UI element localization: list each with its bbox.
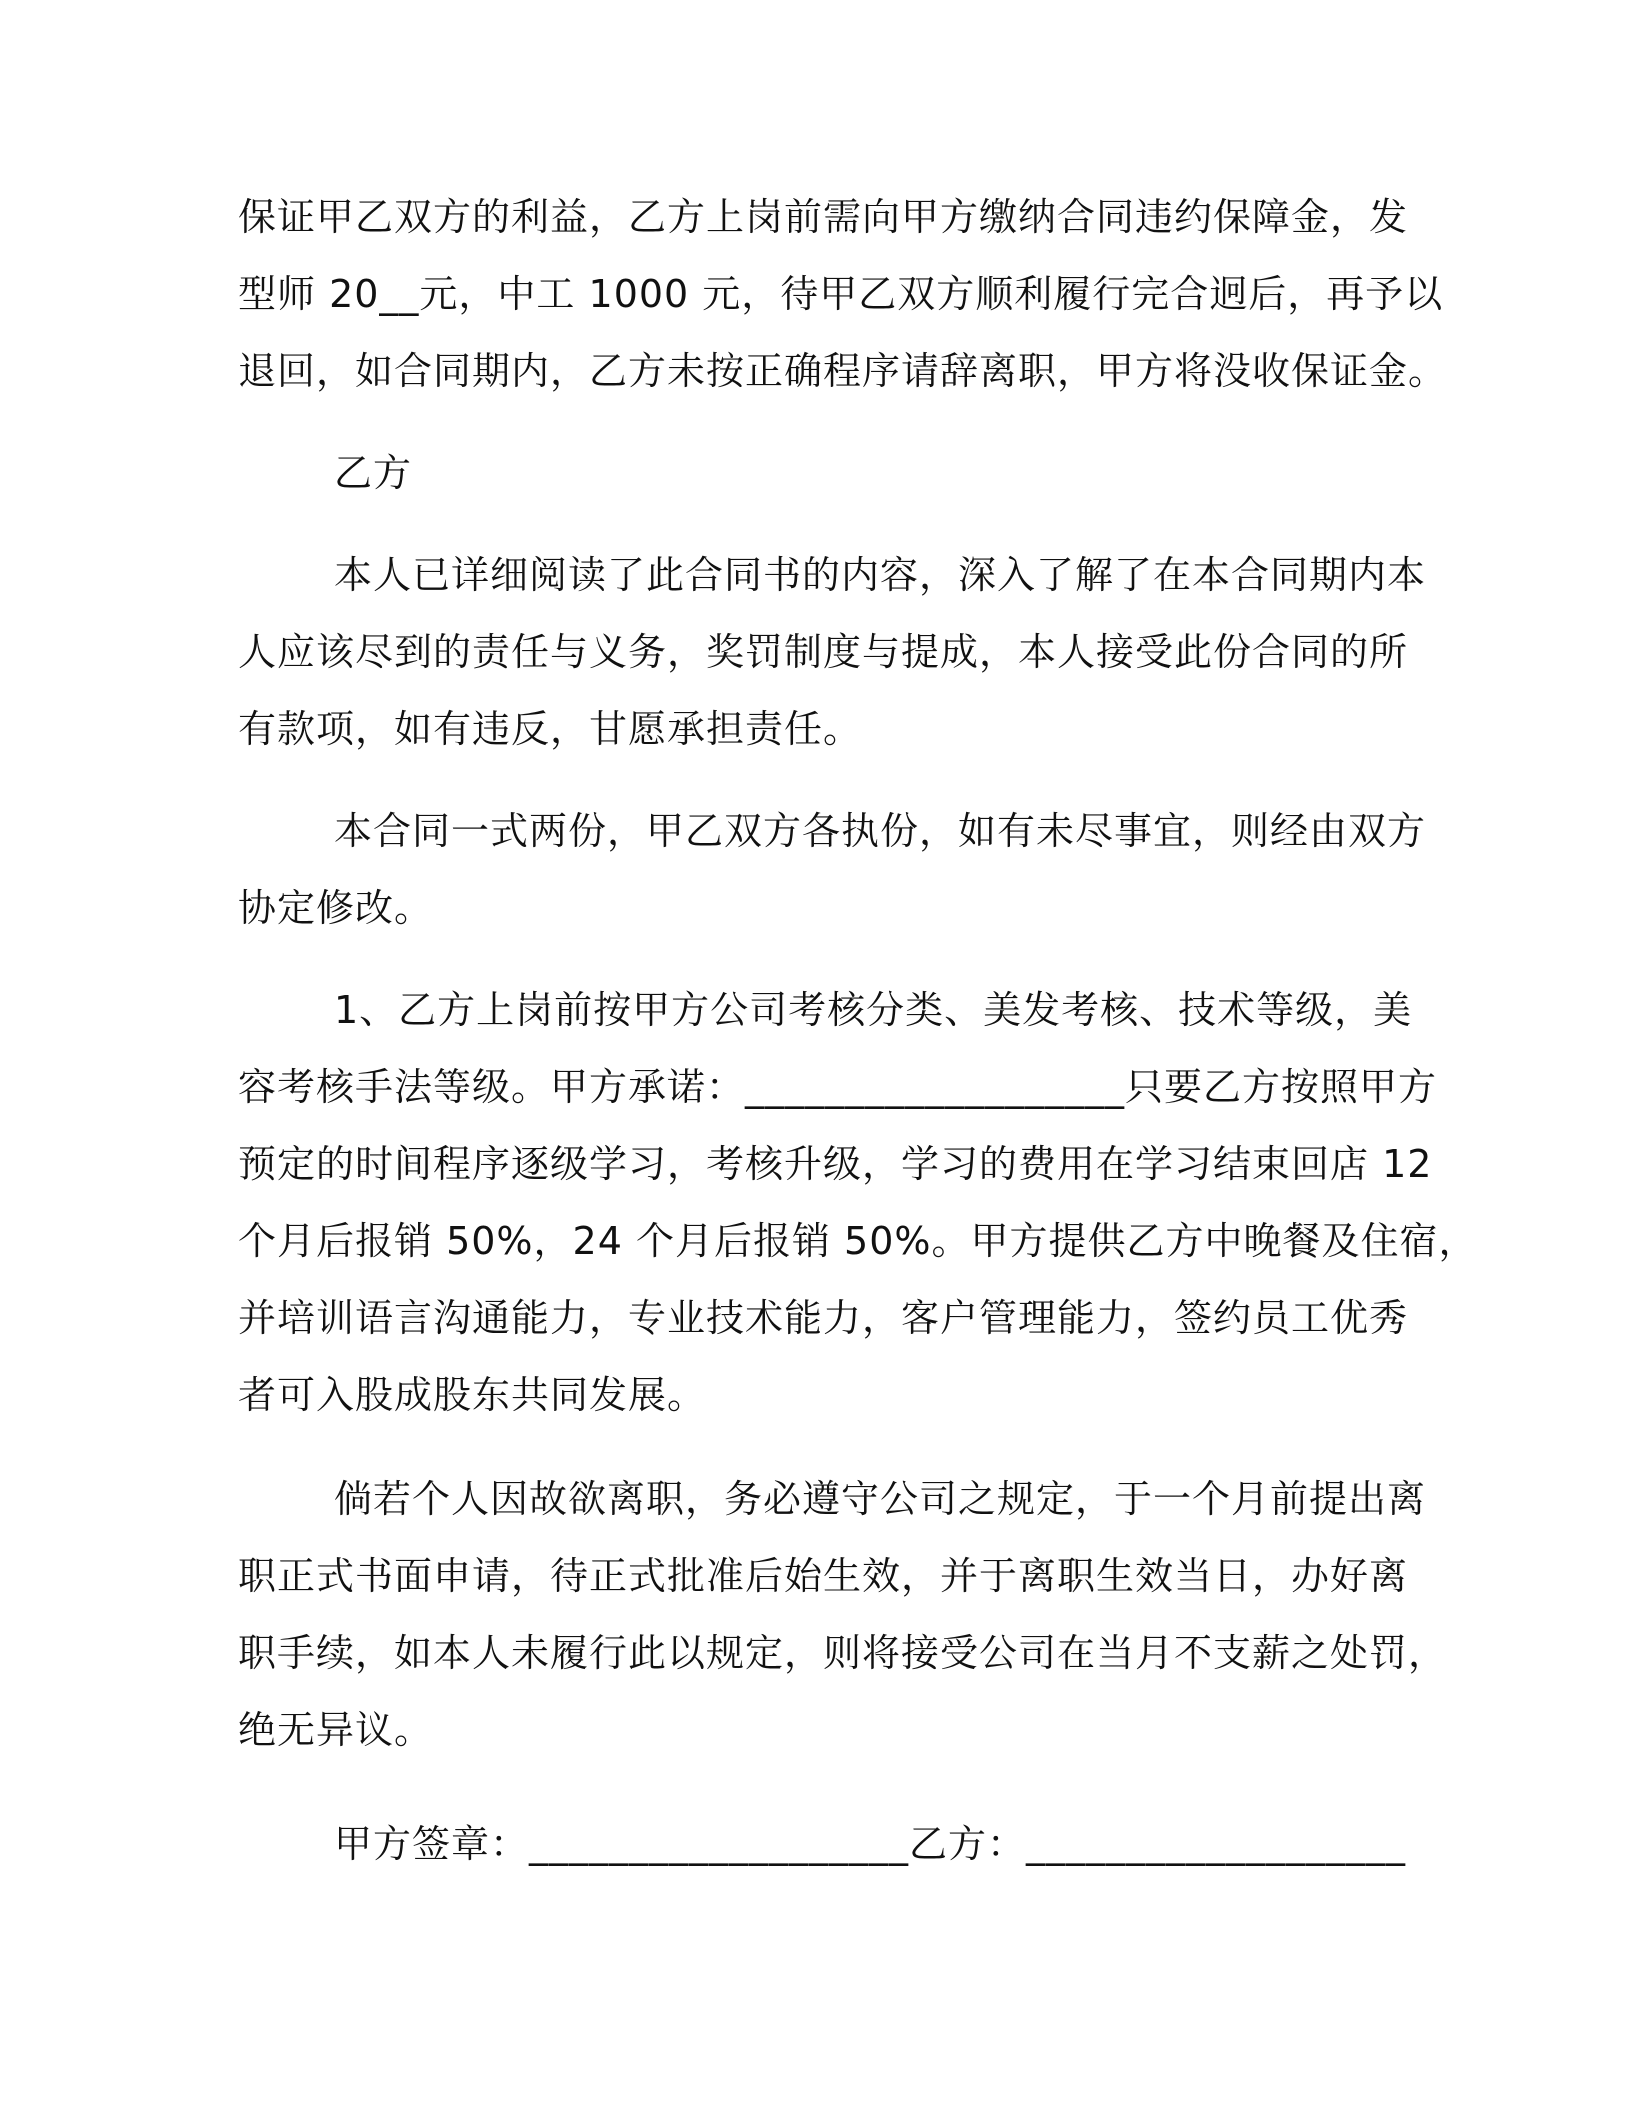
clause-1-line-6: 者可入股成股东共同发展。 xyxy=(238,1373,707,1417)
signature-line xyxy=(334,1820,1406,1868)
deposit-line-3: 退回，如合同期内，乙方未按正确程序请辞离职，甲方将没收保证金。 xyxy=(238,349,1448,393)
clause-1-line-1: 1、乙方上岗前按甲方公司考核分类、美发考核、技术等级，美 xyxy=(334,988,1413,1032)
clause-1-line-2: 容考核手法等级。甲方承诺：___________________只要乙方按照甲方 xyxy=(238,1065,1438,1109)
resignation-line-3: 职手续，如本人未履行此以规定，则将接受公司在当月不支薪之处罚， xyxy=(238,1631,1448,1675)
copies-line-1: 本合同一式两份，甲乙双方各执份，如有未尽事宜，则经由双方 xyxy=(334,809,1427,853)
acknowledgement-line-3: 有款项，如有违反，甘愿承担责任。 xyxy=(238,707,863,751)
clause-1-line-3: 预定的时间程序逐级学习，考核升级，学习的费用在学习结束回店 12 xyxy=(238,1142,1433,1186)
clause-1-line-4: 个月后报销 50%，24 个月后报销 50%。甲方提供乙方中晚餐及住宿， xyxy=(238,1219,1478,1263)
clause-1-line-5: 并培训语言沟通能力，专业技术能力，客户管理能力，签约员工优秀 xyxy=(238,1296,1409,1340)
party-a-signature-blank: ___________________ xyxy=(529,1822,910,1866)
deposit-line-2: 型师 20__元，中工 1000 元，待甲乙双方顺利履行完合迥后，再予以 xyxy=(238,272,1444,316)
acknowledgement-line-2: 人应该尽到的责任与义务，奖罚制度与提成，本人接受此份合同的所 xyxy=(238,630,1409,674)
party-b-signature-label: 乙方： xyxy=(909,1822,1027,1866)
resignation-line-1: 倘若个人因故欲离职，务必遵守公司之规定，于一个月前提出离 xyxy=(334,1477,1427,1521)
resignation-line-4: 绝无异议。 xyxy=(238,1708,434,1752)
party-b-signature-blank: ___________________ xyxy=(1026,1822,1407,1866)
party-b-heading: 乙方 xyxy=(334,451,413,495)
copies-line-2: 协定修改。 xyxy=(238,886,434,930)
party-a-signature-label: 甲方签章： xyxy=(334,1822,530,1866)
deposit-line-1: 保证甲乙双方的利益，乙方上岗前需向甲方缴纳合同违约保障金，发 xyxy=(238,195,1409,239)
resignation-line-2: 职正式书面申请，待正式批准后始生效，并于离职生效当日，办好离 xyxy=(238,1554,1409,1598)
acknowledgement-line-1: 本人已详细阅读了此合同书的内容，深入了解了在本合同期内本 xyxy=(334,553,1427,597)
